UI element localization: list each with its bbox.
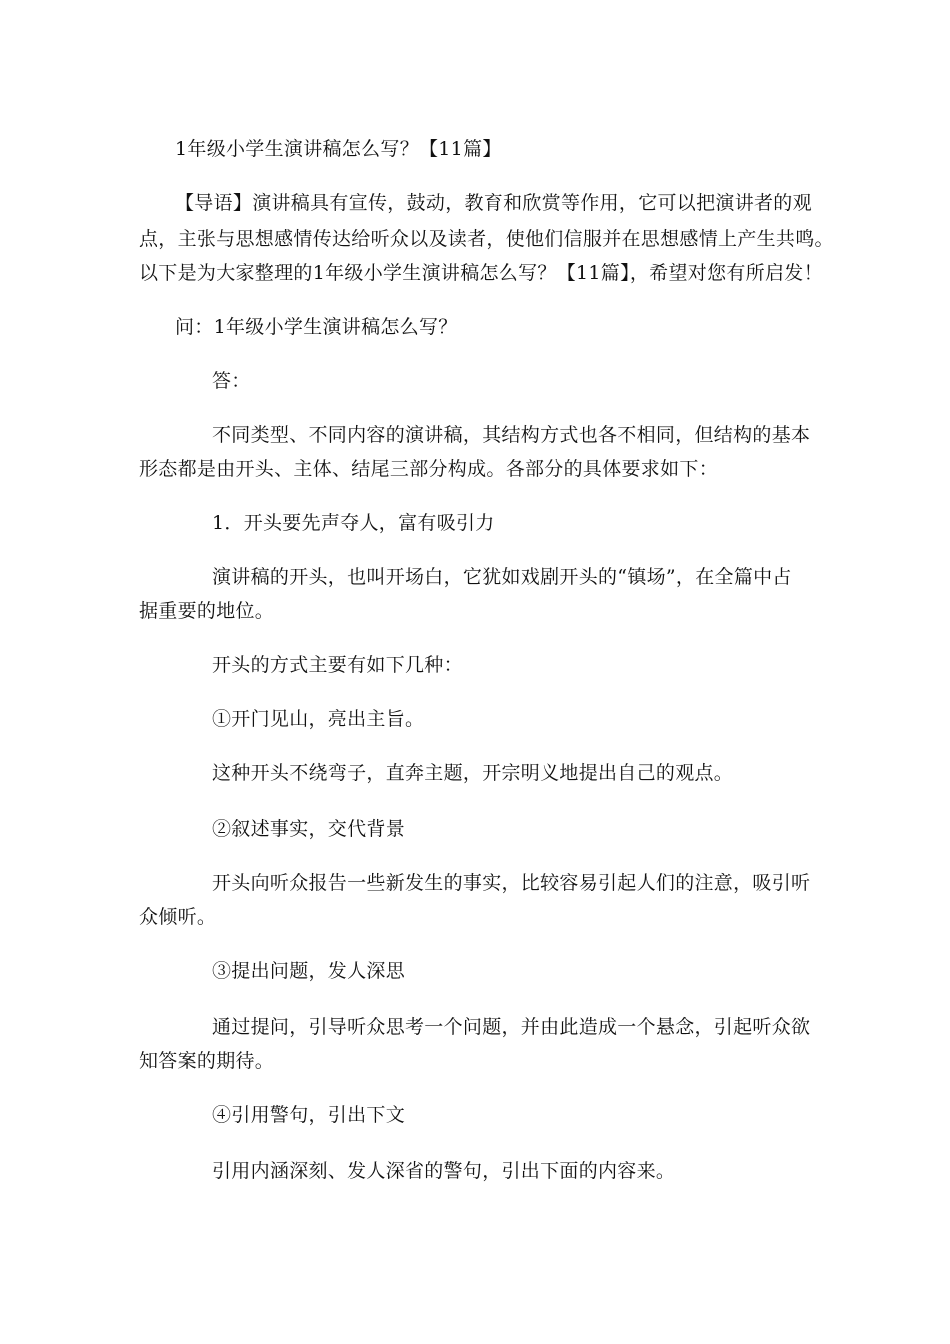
subheading-4: ④引用警句，引出下文 [212,1104,406,1126]
question-line: 问：1年级小学生演讲稿怎么写？ [175,316,458,338]
subheading-2: ②叙述事实，交代背景 [212,818,406,840]
paragraph-5-line-2: 众倾听。 [139,906,217,928]
paragraph-5-line-1: 开头向听众报告一些新发生的事实，比较容易引起人们的注意，吸引听 [212,872,811,894]
subheading-1: ①开门见山，亮出主旨。 [212,708,425,730]
intro-line-2: 点，主张与思想感情传达给听众以及读者，使他们信服并在思想感情上产生共鸣。 [139,228,834,250]
paragraph-6-line-2: 知答案的期待。 [139,1050,275,1072]
intro-line-1: 【导语】演讲稿具有宣传，鼓动，教育和欣赏等作用，它可以把演讲者的观 [175,192,812,214]
answer-label: 答： [212,370,251,392]
paragraph-6-line-1: 通过提问，引导听众思考一个问题，并由此造成一个悬念，引起听众欲 [212,1016,811,1038]
paragraph-3: 开头的方式主要有如下几种： [212,654,463,676]
paragraph-2-line-2: 据重要的地位。 [139,600,275,622]
subheading-3: ③提出问题，发人深思 [212,960,406,982]
intro-line-3: 以下是为大家整理的1年级小学生演讲稿怎么写？【11篇】，希望对您有所启发！ [139,262,823,284]
paragraph-4: 这种开头不绕弯子，直奔主题，开宗明义地提出自己的观点。 [212,762,734,784]
paragraph-1-line-2: 形态都是由开头、主体、结尾三部分构成。各部分的具体要求如下： [139,458,719,480]
paragraph-7: 引用内涵深刻、发人深省的警句，引出下面的内容来。 [212,1160,676,1182]
paragraph-2-line-1: 演讲稿的开头，也叫开场白，它犹如戏剧开头的“镇场”，在全篇中占 [212,566,792,588]
document-title: 1年级小学生演讲稿怎么写？【11篇】 [175,138,502,160]
section-heading-1: 1．开头要先声夺人，富有吸引力 [212,512,495,534]
paragraph-1-line-1: 不同类型、不同内容的演讲稿，其结构方式也各不相同，但结构的基本 [212,424,811,446]
